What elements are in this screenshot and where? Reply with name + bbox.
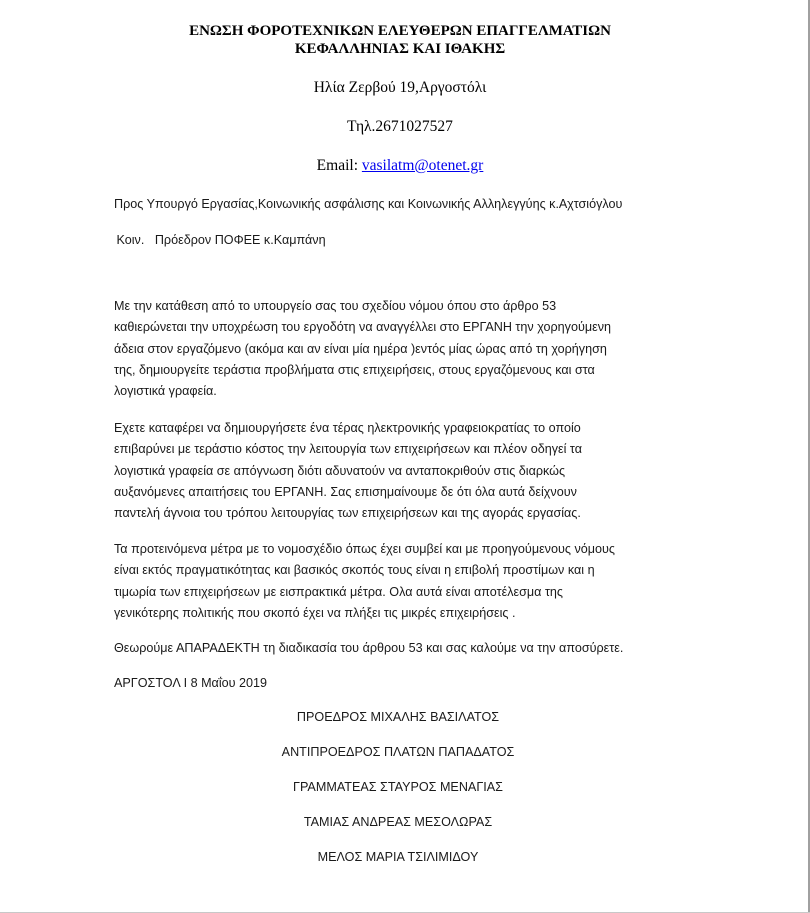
paragraph-line: Εχετε καταφέρει να δημιουργήσετε ένα τέρας ηλεκτρονικής γραφειοκρατίας το οποίο [114, 421, 581, 435]
signatory-member: ΜΕΛΟΣ ΜΑΡΙΑ ΤΣΙΛΙΜΙΔΟΥ [317, 850, 479, 864]
paragraph-line: Τα προτεινόμενα μέτρα με το νομοσχέδιο όπως έχει συμβεί και με προηγούμενους νόμους [114, 542, 615, 556]
organization-title-line-1: ΕΝΩΣΗ ΦΟΡΟΤΕΧΝΙΚΩΝ ΕΛΕΥΘΕΡΩΝ ΕΠΑΓΓΕΛΜΑΤΙΩΝ [189, 23, 611, 39]
paragraph-line: καθιερώνεται την υποχρέωση του εργοδότη να αναγγέλλει στο ΕΡΓΑΝΗ την χορηγούμενη [114, 320, 612, 335]
paragraph-line: της, δημιουργείτε τεράστια προβλήματα στις επιχειρήσεις, στους εργαζόμενους και στα [114, 362, 595, 377]
paragraph-line: είναι εκτός πραγματικότητας και βασικός σκοπός τους είναι η επιβολή προστίμων και η [114, 563, 595, 578]
paragraph-3 [114, 539, 615, 624]
organization-title-line-2: ΚΕΦΑΛΛΗΝΙΑΣ ΚΑΙ ΙΘΑΚΗΣ [294, 41, 506, 57]
signatory-president: ΠΡΟΕΔΡΟΣ ΜΙΧΑΛΗΣ ΒΑΣΙΛΑΤΟΣ [296, 710, 500, 724]
address: Ηλία Ζερβού 19,Αργοστόλι [313, 79, 487, 96]
paragraph-2 [114, 418, 582, 524]
recipient-cc: Κοιν. Πρόεδρον ΠΟΦΕΕ κ.Καμπάνη [113, 233, 326, 247]
organization-title [0, 22, 800, 58]
paragraph-1 [114, 296, 611, 402]
paragraph-line: άδεια στον εργαζόμενο (ακόμα και αν είναι μία ημέρα )εντός μίας ώρας από τη χορήγηση [114, 341, 607, 356]
paragraph-line: λογιστικά γραφεία. [114, 384, 217, 399]
email-label: Email: [316, 157, 362, 174]
recipient-to: Προς Υπουργό Εργασίας,Κοινωνικής ασφάλισης και Κοινωνικής Αλληλεγγύης κ.Αχτσιόγλου [114, 197, 623, 211]
paragraph-line: λογιστικά γραφεία σε απόγνωση διότι αδυνατούν να ανταποκριθούν στις διαρκώς [114, 463, 566, 478]
signatory-secretary: ΓΡΑΜΜΑΤΕΑΣ ΣΤΑΥΡΟΣ ΜΕΝΑΓΙΑΣ [293, 780, 503, 794]
paragraph-4: Θεωρούμε ΑΠΑΡΑΔΕΚΤΗ τη διαδικασία του άρθρου 53 και σας καλούμε να την αποσύρετε. [114, 641, 624, 655]
paragraph-line: αυξανόμενες απαιτήσεις του ΕΡΓΑΝΗ. Σας επισημαίνουμε δε ότι όλα αυτά δείχνουν [114, 484, 577, 499]
paragraph-line: επιβαρύνει με τεράστιο κόστος την λειτουργία των επιχειρήσεων και πλέον οδηγεί τα [114, 442, 582, 457]
signatory-vice-president: ΑΝΤΙΠΡΟΕΔΡΟΣ ΠΛΑΤΩΝ ΠΑΠΑΔΑΤΟΣ [281, 745, 515, 759]
email-line [0, 157, 800, 175]
paragraph-line: τιμωρία των επιχειρήσεων με εισπρακτικά μέτρα. Ολα αυτά είναι αποτέλεσμα της [114, 584, 563, 599]
paragraph-line: Με την κατάθεση από το υπουργείο σας του σχεδίου νόμου όπου στο άρθρο 53 [114, 299, 557, 313]
signatory-treasurer: ΤΑΜΙΑΣ ΑΝΔΡΕΑΣ ΜΕΣΟΛΩΡΑΣ [303, 815, 493, 829]
date-line: ΑΡΓΟΣΤΟΛ Ι 8 Μαΐου 2019 [114, 676, 268, 690]
paragraph-line: γενικότερης πολιτικής που σκοπό έχει να πλήξει τις μικρές επιχειρήσεις . [114, 605, 516, 620]
email-link[interactable]: vasilatm@otenet.gr [361, 157, 484, 174]
phone: Τηλ.2671027527 [347, 118, 453, 135]
paragraph-line: παντελή άγνοια του τρόπου λειτουργίας των επιχειρήσεων και της αγοράς εργασίας. [114, 506, 581, 521]
